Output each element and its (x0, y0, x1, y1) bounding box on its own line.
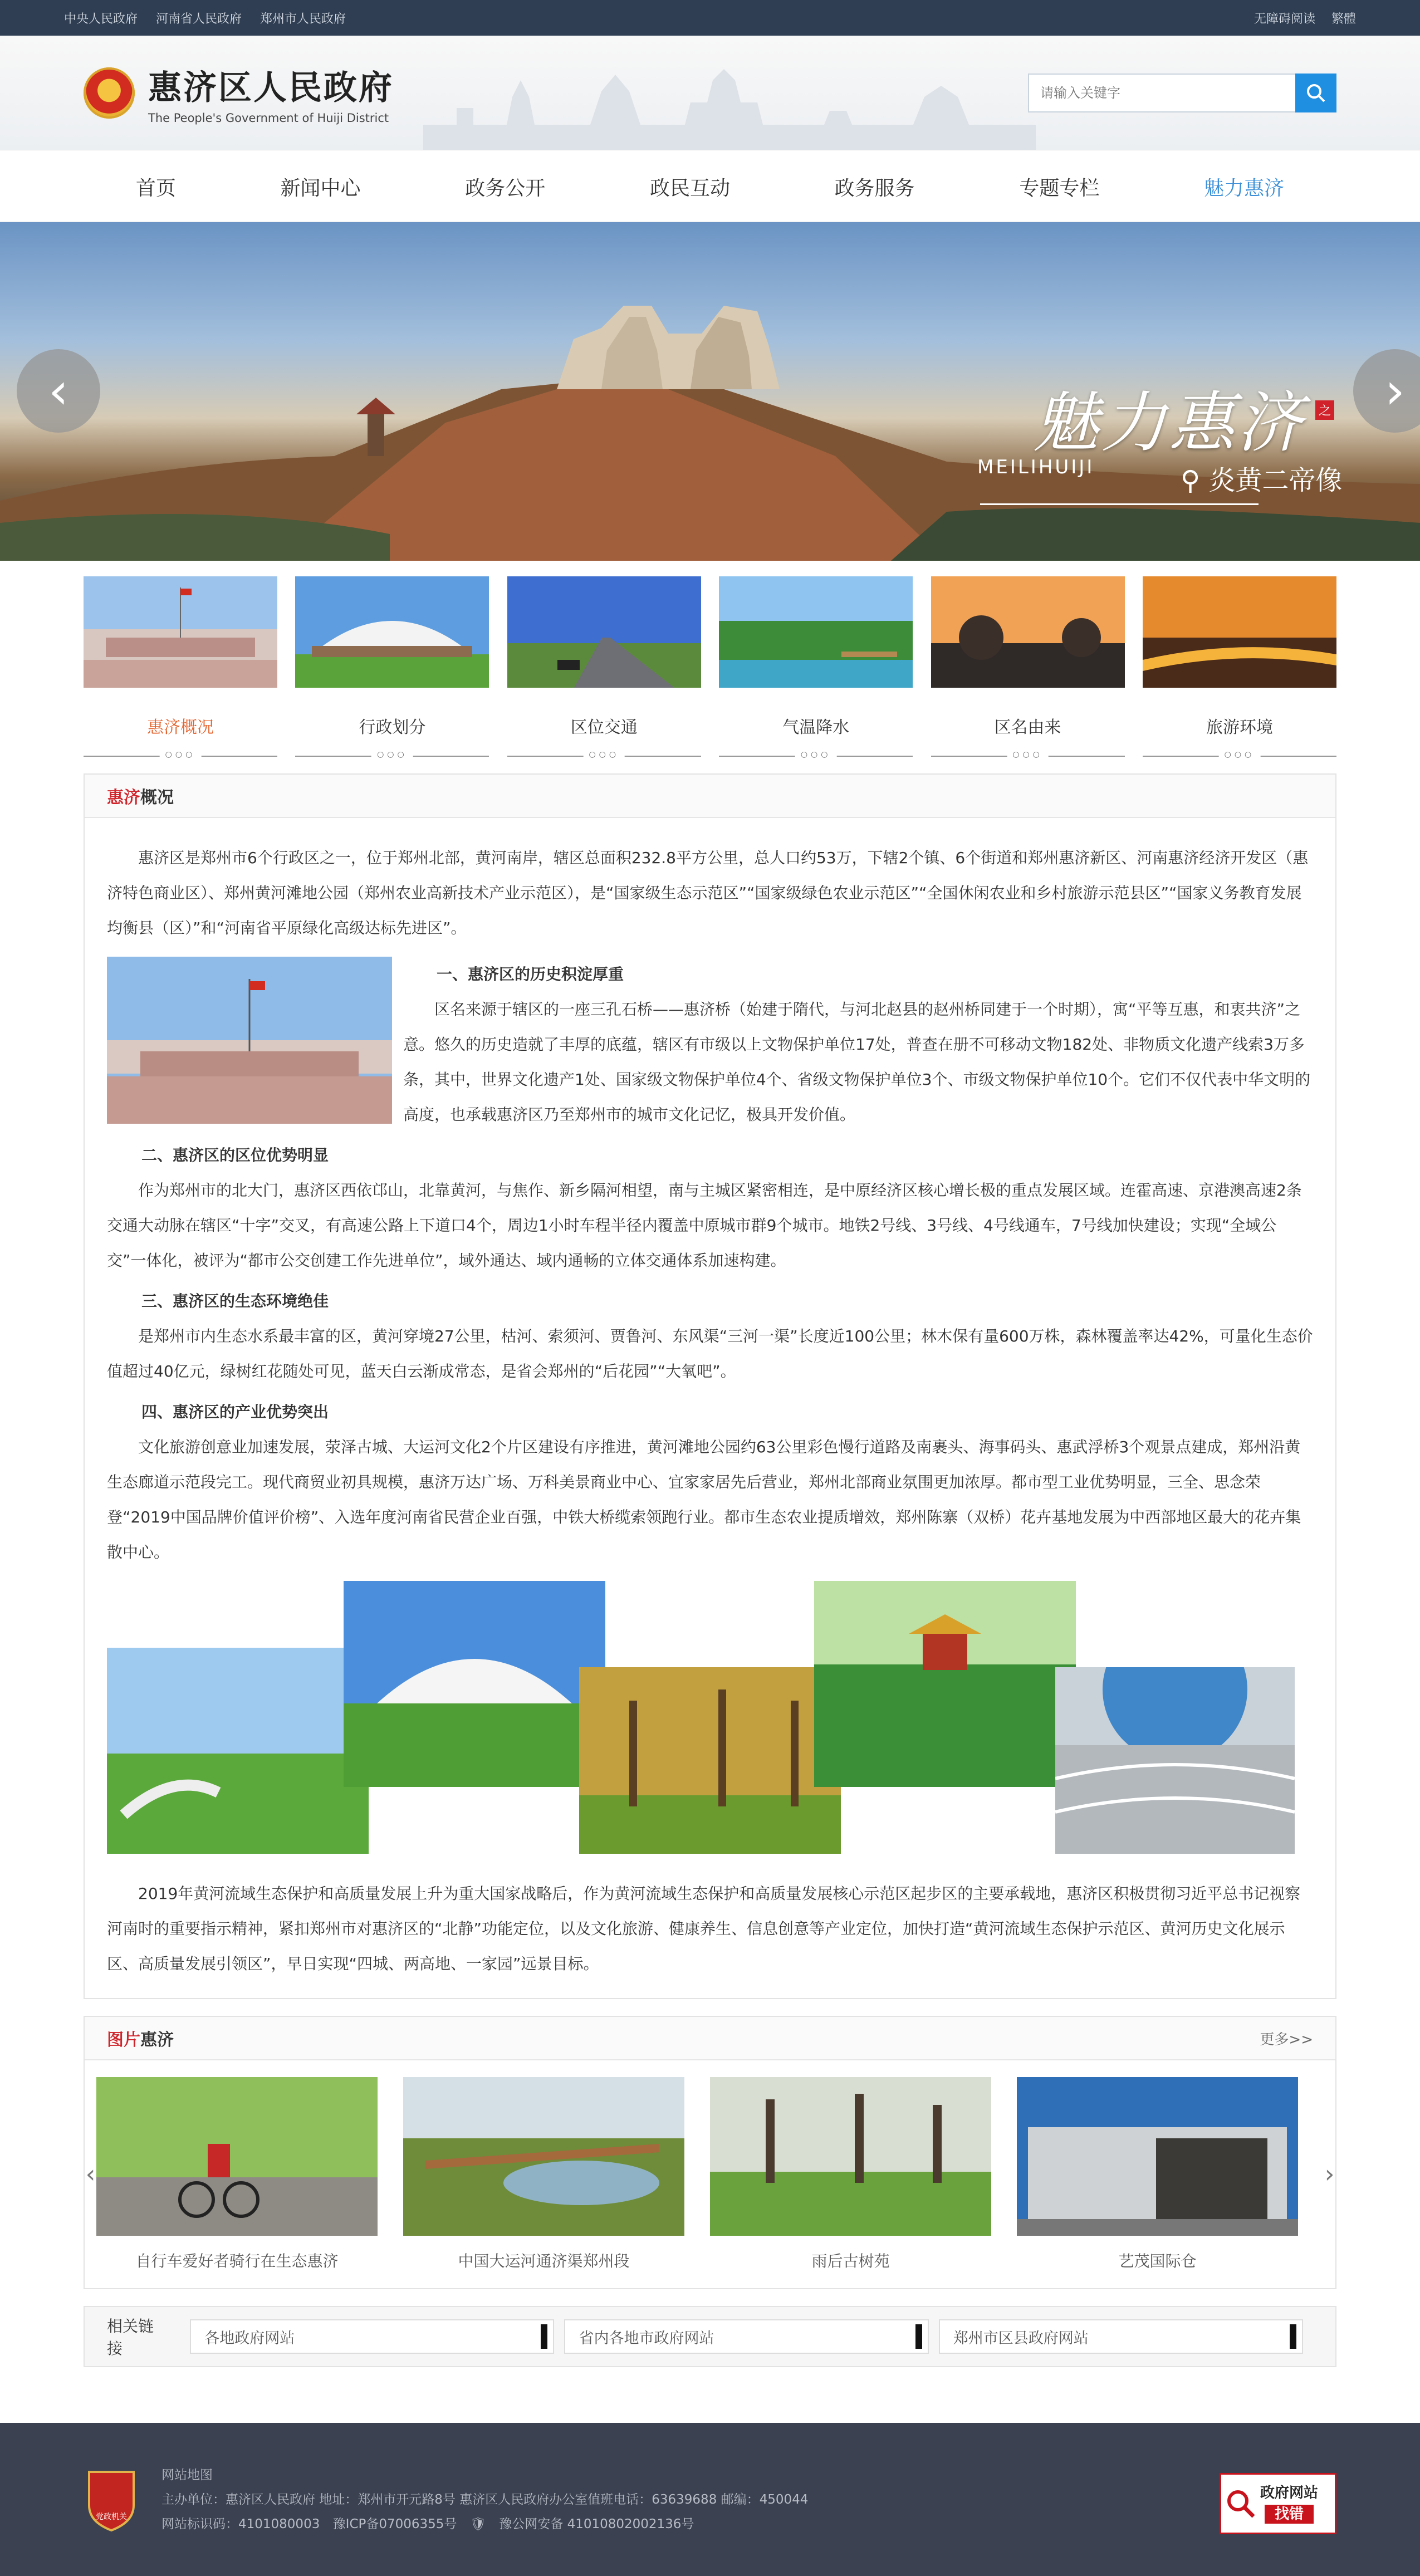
section3-text: 是郑州市内生态水系最丰富的区，黄河穿境27公里，枯河、索须河、贾鲁河、东风渠“三河一渠”长度近100公里；林木保有量600万株，森林覆盖率达42%，可量化生态价值超过40亿元，绿树红花随处可见，蓝天白云渐成常态，是省会郑州的“后花园”“大氧吧”。 (107, 1327, 1313, 1380)
dropdown-caret-icon (915, 2324, 922, 2349)
site-id: 网站标识码：4101080003 (161, 2516, 320, 2531)
magnifier-icon (1221, 2475, 1260, 2533)
icp-link[interactable]: 豫ICP备07006355号 (332, 2516, 457, 2531)
banner-caption (1181, 459, 1342, 497)
sitemap-link[interactable]: 网站地图 (161, 2467, 213, 2482)
nav-item-news[interactable]: 新闻中心 (280, 177, 361, 200)
top-link-henan-gov[interactable]: 河南省人民政府 (156, 12, 242, 26)
thumb-location[interactable] (507, 576, 701, 757)
nav-item-home[interactable]: 首页 (135, 177, 176, 200)
section1-text: 区名来源于辖区的一座三孔石桥——惠济桥（始建于隋代，与河北赵县的赵州桥同建于一个时期），寓“平等互惠，和衷共济”之意。悠久的历史造就了丰厚的底蕴，辖区有市级以上文物保护单位17处，普查在册不可移动文物182处、非物质文化遗产线索3万多条，其中，世界文化遗产1处、国家级文物保护单位4个、省级文物保护单位3个、市级文物保护单位10个。它们不仅代表中华文明的高度，也承载惠济区乃至郑州市的城市文化记忆，极具开发价值。 (403, 1000, 1311, 1124)
carousel-next-button[interactable]: › (1324, 2160, 1335, 2188)
footer-host-info: 主办单位：惠济区人民政府 地址：郑州市开元路8号 惠济区人民政府办公室值班电话：63639688 邮编：450044 (161, 2492, 809, 2507)
nav-item-topics[interactable]: 专题专栏 (1019, 177, 1100, 200)
collage-pavilion-image (814, 1581, 1076, 1787)
warehouse-complex-image (1017, 2077, 1298, 2236)
hero-banner (0, 222, 1420, 561)
picture-item[interactable] (403, 2077, 684, 2271)
report-error-button[interactable] (1220, 2473, 1336, 2534)
site-header (0, 36, 1420, 150)
overview-header (85, 775, 1335, 818)
top-links (64, 9, 360, 27)
shield-label: 党政机关 (96, 2512, 127, 2521)
picture-caption: 自行车爱好者骑行在生态惠济 (135, 2252, 339, 2270)
thumb-location-label: 区位交通 (570, 718, 638, 737)
collage-mall-image (1055, 1667, 1295, 1854)
dropdown-caret-icon (541, 2324, 547, 2349)
footer-info (161, 2463, 808, 2536)
party-gov-shield-icon[interactable] (84, 2466, 139, 2533)
thumb-divider: ○○○ (507, 749, 701, 757)
search-button[interactable] (1295, 74, 1336, 112)
thumb-overview-label: 惠济概况 (147, 718, 214, 737)
thumb-name-origin[interactable] (931, 576, 1125, 757)
thumb-tourism-label: 旅游环境 (1206, 718, 1273, 737)
nav-item-gov-affairs[interactable]: 政务公开 (465, 177, 546, 200)
picture-caption: 雨后古树苑 (811, 2252, 890, 2270)
picture-caption: 中国大运河通济渠郑州段 (458, 2252, 630, 2270)
thumb-climate[interactable] (719, 576, 913, 757)
top-link-zhengzhou-gov[interactable]: 郑州市人民政府 (260, 12, 346, 26)
thumb-divisions-image (295, 576, 489, 688)
top-bar (0, 0, 1420, 36)
traditional-chinese-link[interactable]: 繁體 (1331, 12, 1356, 26)
top-tools (1242, 9, 1356, 27)
thumb-divider: ○○○ (1143, 749, 1336, 757)
collage-park-image (107, 1648, 369, 1854)
main-nav (0, 150, 1420, 222)
carousel-prev-button[interactable]: ‹ (85, 2160, 96, 2188)
picture-header (85, 2017, 1335, 2060)
related-links (84, 2306, 1336, 2367)
picture-item[interactable] (710, 2077, 991, 2271)
intro-paragraph: 惠济区是郑州市6个行政区之一，位于郑州北部，黄河南岸，辖区总面积232.8平方公里，总人口约53万，下辖2个镇、6个街道和郑州惠济新区、河南惠济经济开发区（惠济特色商业区）、郑州黄河滩地公园（郑州农业高新技术产业示范区），是“国家级生态示范区”“国家级绿色农业示范区”“全国休闲农业和乡村旅游示范县区”“国家义务教育发展均衡县（区）”和“河南省平原绿化高级达标先进区”。 (107, 849, 1309, 937)
overview-article (85, 818, 1335, 1998)
picture-carousel (85, 2060, 1335, 2288)
section4-title: 四、惠济区的产业优势突出 (141, 1403, 329, 1421)
thumb-climate-label: 气温降水 (782, 718, 850, 737)
banner-caption-text: 炎黄二帝像 (1208, 465, 1343, 496)
overview-section (84, 773, 1336, 1999)
thumb-name-origin-label: 区名由来 (994, 718, 1061, 737)
section2-title: 二、惠济区的区位优势明显 (141, 1146, 329, 1164)
site-logo[interactable] (84, 61, 394, 125)
top-link-central-gov[interactable]: 中央人民政府 (64, 12, 138, 26)
related-links-label: 相关链接 (107, 2317, 154, 2358)
banner-subtitle: MEILIHUIJI (977, 456, 1095, 478)
thumb-divider: ○○○ (295, 749, 489, 757)
section2-text: 作为郑州市的北大门，惠济区西依邙山，北靠黄河，与焦作、新乡隔河相望，南与主城区紧密相连，是中原经济区核心增长极的重点发展区域。连霍高速、京港澳高速2条交通大动脉在辖区“十字”交叉，有高速公路上下道口4个，周边1小时车程半径内覆盖中原城市群9个城市。地铁2号线、3号线、4号线通车，7号线加快建设；实现“全域公交”一体化，被评为“都市公交创建工作先进单位”，域外通达、域内通畅的立体交通体系加速构建。 (107, 1181, 1302, 1270)
picture-caption: 艺茂国际仓 (1118, 2252, 1197, 2270)
nav-item-services[interactable]: 政务服务 (834, 177, 915, 200)
banner-prev-button[interactable]: ‹ (17, 349, 100, 433)
category-thumbnails (84, 576, 1336, 757)
accessibility-link[interactable]: 无障碍阅读 (1253, 12, 1315, 26)
collage-stadium-image (344, 1581, 605, 1787)
banner-title: 魅力惠济 (1033, 384, 1305, 461)
thumb-divider: ○○○ (931, 749, 1125, 757)
report-line1: 政府网站 (1260, 2485, 1319, 2501)
search-input[interactable] (1028, 74, 1295, 112)
picture-section (84, 2016, 1336, 2289)
search-icon (1306, 83, 1326, 103)
section1-title: 一、惠济区的历史积淀厚重 (437, 965, 624, 983)
photo-collage (107, 1581, 1313, 1870)
ancient-trees-image (710, 2077, 991, 2236)
site-subtitle: The People's Government of Huiji District (148, 111, 389, 125)
police-record-link[interactable]: 豫公网安备 41010802002136号 (499, 2516, 694, 2531)
picture-item[interactable] (1017, 2077, 1298, 2271)
thumb-divisions[interactable] (295, 576, 489, 757)
site-footer (0, 2423, 1420, 2576)
thumb-divider: ○○○ (84, 749, 277, 757)
thumb-name-origin-image (931, 576, 1125, 688)
thumb-overview[interactable] (84, 576, 277, 757)
nav-item-charm[interactable]: 魅力惠济 (1204, 177, 1285, 200)
report-line2: 找错 (1265, 2505, 1314, 2524)
site-title: 惠济区人民政府 (148, 68, 394, 107)
banner-badge: 之 (1315, 400, 1334, 420)
canal-image (403, 2077, 684, 2236)
select-county-gov[interactable]: 郑州市区县政府网站 (939, 2319, 1303, 2354)
thumb-climate-image (719, 576, 913, 688)
location-pin-icon: ⚲ (1181, 465, 1201, 496)
nav-item-interaction[interactable]: 政民互动 (649, 177, 730, 200)
picture-title: 图片惠济 (107, 2030, 174, 2050)
footer-registration (161, 2512, 808, 2536)
select-province-gov[interactable]: 省内各地市政府网站 (564, 2319, 928, 2354)
national-emblem-icon (84, 67, 135, 119)
police-badge-icon: 🛡 (469, 2516, 486, 2531)
search-box (1028, 74, 1336, 112)
section4-text: 文化旅游创意业加速发展，荥泽古城、大运河文化2个片区建设有序推进，黄河滩地公园约63公里彩色慢行道路及南裹头、海事码头、惠武浮桥3个观景点建成，郑州沿黄生态廊道示范段完工。现代商贸业初具规模，惠济万达广场、万科美景商业中心、宜家家居先后营业，郑州北部商业氛围更加浓厚。都市型工业优势明显，三全、思念荣登“2019中国品牌价值评价榜”、入选年度河南省民营企业百强，中铁大桥缆索领跑行业。都市生态农业提质增效，郑州陈寨（双桥）花卉基地发展为中西部地区最大的花卉集散中心。 (107, 1438, 1301, 1561)
picture-item[interactable] (96, 2077, 378, 2271)
dropdown-caret-icon (1290, 2324, 1296, 2349)
banner-next-button[interactable]: › (1353, 349, 1420, 433)
thumb-tourism-image (1143, 576, 1336, 688)
collage-trees-image (579, 1667, 841, 1854)
section3-title: 三、惠济区的生态环境绝佳 (141, 1292, 329, 1310)
overview-title: 惠济概况 (107, 788, 174, 807)
thumb-tourism[interactable] (1143, 576, 1336, 757)
more-link[interactable]: 更多>> (1260, 2031, 1313, 2048)
outro-paragraph: 2019年黄河流域生态保护和高质量发展上升为重大国家战略后，作为黄河流域生态保护和高质量发展核心示范区起步区的主要承载地，惠济区积极贯彻习近平总书记视察河南时的重要指示精神，紧扣郑州市对惠济区的“北静”功能定位，以及文化旅游、健康养生、信息创意等产业定位，加快打造“黄河流域生态保护示范区、黄河历史文化展示区、高质量发展引领区”，早日实现“四城、两高地、一家园”远景目标。 (107, 1884, 1301, 1973)
government-building-image (107, 957, 392, 1124)
thumb-divider: ○○○ (719, 749, 913, 757)
thumb-overview-image (84, 576, 277, 688)
thumb-divisions-label: 行政划分 (359, 718, 426, 737)
cycling-image (96, 2077, 378, 2236)
select-local-gov[interactable]: 各地政府网站 (190, 2319, 554, 2354)
thumb-location-image (507, 576, 701, 688)
